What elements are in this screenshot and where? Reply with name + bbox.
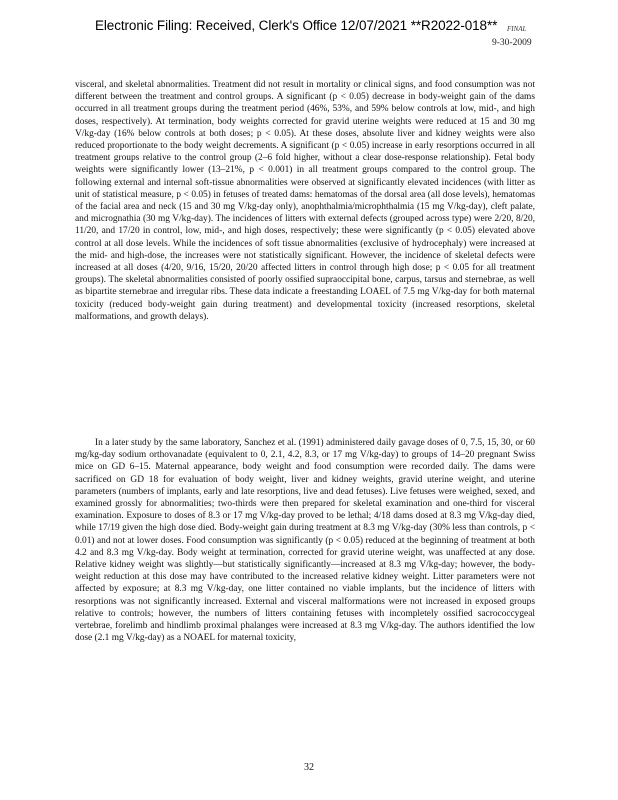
body-paragraph: visceral, and skeletal abnormalities. Treatment did not result in mortality or clinical signs, and food consumption was not different between the treatment and control groups. A significant (p < 0.05) decrease in body-weight gain of the dams occurred in all treatment groups during the treatment period (46%, 53%, and 59% below controls at low, mid-, and high doses, respectively). At termination, body weights corrected for gravid uterine weights were reduced at 15 and 30 mg V/kg-day (16% below controls at both doses; p < 0.05). At these doses, absolute liver and kidney weights were also reduced proportionate to the body weight decrements. A significant (p < 0.05) increase in early resorptions occurred in all treatment groups relative to the control group (2–6 fold higher, without a clear dose-response relationship). Fetal body weights were significantly lower (13–21%, p < 0.001) in all treatment groups compared to the control group. The following external and internal soft-tissue abnormalities were observed at significantly elevated incidences (with litter as unit of statistical measure, p < 0.05) in fetuses of treated dams: hematomas of the dorsal area (all dose levels), hematomas of the facial area and neck (15 and 30 mg V/kg-day only), anophthalmia/microphthalmia (15 mg V/kg-day), cleft palate, and micrognathia (30 mg V/kg-day). The incidences of litters with external defects (grouped across type) were 2/20, 8/20, 11/20, and 17/20 in control, low, mid-, and high doses, respectively; these were significantly (p < 0.05) elevated above control at all dose levels. While the incidences of soft tissue abnormalities (exclusive of hydrocephaly) were increased at the mid- and high-dose, the increases were not statistically significant. However, the incidence of skeletal defects were increased at all doses (4/20, 9/16, 15/20, 20/20 affected litters in control through high dose; p < 0.05 for all treatment groups). The skeletal abnormalities consisted of poorly ossified supraoccipital bone, carpus, tarsus and sternebrae, as well as bipartite sternebrae and irregular ribs. These data indicate a freestanding LOAEL of 7.5 mg V/kg-day for both maternal toxicity (reduced body-weight gain during treatment) and developmental toxicity (increased resorptions, skeletal malformations, and growth delays). (75, 80, 535, 322)
document-date: 9-30-2009 (492, 38, 532, 48)
filing-stamp: Electronic Filing: Received, Clerk's Office 12/07/2021 **R2022-018** (95, 18, 498, 33)
page-number: 32 (304, 762, 314, 773)
body-paragraph: In a later study by the same laboratory, Sanchez et al. (1991) administered daily gavage doses of 0, 7.5, 15, 30, or 60 mg/kg-day sodium orthovanadate (equivalent to 0, 2.1, 4.2, 8.3, or 17 mg V/kg-day) to groups of 14–20 pregnant Swiss mice on GD 6–15. Maternal appearance, body weight and food consumption were recorded daily. The dams were sacrificed on GD 18 for evaluation of body weight, liver and kidney weights, gravid uterine weight, and uterine parameters (numbers of implants, early and late resorptions, live and dead fetuses). Live fetuses were weighed, sexed, and examined grossly for abnormalities; two-thirds were then prepared for skeletal examination and one-third for visceral examination. Exposure to doses of 8.3 or 17 mg V/kg-day proved to be lethal; 4/18 dams dosed at 8.3 mg V/kg-day died, while 17/19 given the high dose died. Body-weight gain during treatment at 8.3 mg V/kg-day (30% less than controls, p < 0.01) and not at lower doses. Food consumption was significantly (p < 0.05) reduced at the beginning of treatment at both 4.2 and 8.3 mg V/kg-day. Body weight at termination, corrected for gravid uterine weight, was unaffected at any dose. Relative kidney weight was slightly—but statistically significantly—increased at 8.3 mg V/kg-day; however, the body-weight reduction at this dose may have contributed to the increased relative kidney weight. Litter parameters were not affected by exposure; at 8.3 mg V/kg-day, one litter contained no viable implants, but the incidence of litters with resorptions was not significantly increased. External and visceral malformations were not increased in exposed groups relative to controls; however, the numbers of litters containing fetuses with incompletely ossified sacrococcygeal vertebrae, forelimb and hindlimb proximal phalanges were increased at 8.3 mg V/kg-day. The authors identified the low dose (2.1 mg V/kg-day) as a NOAEL for maternal toxicity, (75, 438, 535, 644)
final-label: FINAL (507, 25, 527, 33)
